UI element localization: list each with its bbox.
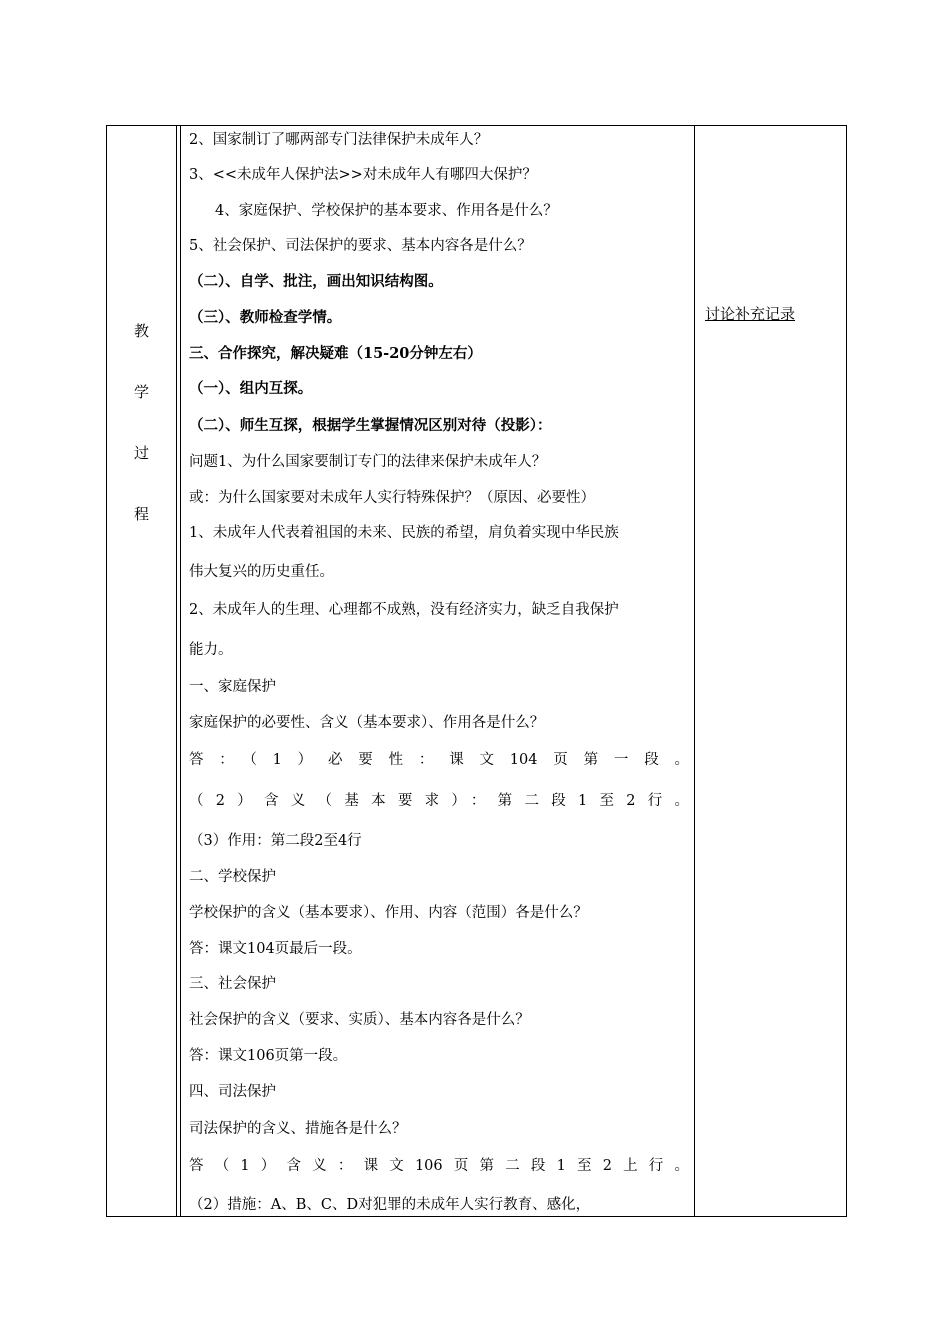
content-heading: （三）、教师检查学情。 bbox=[189, 309, 342, 326]
content-line: 答：课文106页第一段。 bbox=[189, 1048, 348, 1064]
column-divider bbox=[694, 126, 695, 1216]
content-line: 1、未成年人代表着祖国的未来、民族的希望，肩负着实现中华民族 bbox=[189, 525, 619, 541]
content-line: 或：为什么国家要对未成年人实行特殊保护？（原因、必要性） bbox=[189, 490, 595, 506]
discussion-notes-link[interactable]: 讨论补充记录 bbox=[705, 305, 796, 323]
content-line: 学校保护的含义（基本要求）、作用、内容（范围）各是什么？ bbox=[189, 905, 588, 921]
column-divider bbox=[180, 126, 181, 1216]
content-heading: （二）、自学、批注，画出知识结构图。 bbox=[189, 273, 443, 290]
content-line: 问题1、为什么国家要制订专门的法律来保护未成年人？ bbox=[189, 454, 547, 470]
content-line: 社会保护的含义（要求、实质）、基本内容各是什么？ bbox=[189, 1012, 530, 1028]
content-line: 答（1）含义：课文106页第二段1至2上行。 bbox=[189, 1158, 689, 1174]
content-heading: （二）、师生互探，根据学生掌握情况区别对待（投影）： bbox=[189, 417, 552, 434]
column-divider bbox=[176, 126, 177, 1216]
content-line: 三、社会保护 bbox=[189, 976, 276, 992]
content-line: 答：（1）必要性：课文104页第一段。 bbox=[189, 752, 689, 768]
content-line: 家庭保护的必要性、含义（基本要求）、作用各是什么？ bbox=[189, 715, 545, 731]
section-label-char: 教 bbox=[133, 322, 149, 340]
content-line: （2）含义（基本要求）：第二段1至2行。 bbox=[189, 793, 689, 809]
content-heading: （一）、组内互探。 bbox=[189, 380, 313, 397]
section-label-char: 学 bbox=[133, 383, 149, 401]
content-line: 能力。 bbox=[189, 642, 233, 658]
content-line: 一、家庭保护 bbox=[189, 679, 276, 695]
content-line: 司法保护的含义、措施各是什么？ bbox=[189, 1121, 407, 1137]
content-line: （2）措施：A、B、C、D对犯罪的未成年人实行教育、感化， bbox=[189, 1197, 591, 1213]
content-line: 答：课文104页最后一段。 bbox=[189, 941, 362, 957]
content-line: 2、未成年人的生理、心理都不成熟，没有经济实力，缺乏自我保护 bbox=[189, 602, 619, 618]
content-heading: 三、合作探究，解决疑难（15-20分钟左右） bbox=[189, 345, 482, 362]
section-label-teaching-process bbox=[107, 321, 176, 565]
content-line: 伟大复兴的历史重任。 bbox=[189, 564, 334, 580]
content-line: （3）作用：第二段2至4行 bbox=[189, 833, 362, 849]
content-line: 4、家庭保护、学校保护的基本要求、作用各是什么？ bbox=[215, 203, 558, 219]
content-line: 3、<<未成年人保护法>>对未成年人有哪四大保护？ bbox=[189, 167, 537, 183]
content-line: 四、司法保护 bbox=[189, 1084, 276, 1100]
content-line: 二、学校保护 bbox=[189, 869, 276, 885]
section-label-char: 过 bbox=[133, 444, 149, 462]
lesson-table bbox=[106, 125, 847, 1217]
section-label-char: 程 bbox=[133, 505, 149, 523]
content-line: 2、国家制订了哪两部专门法律保护未成年人？ bbox=[189, 132, 489, 148]
content-line: 5、社会保护、司法保护的要求、基本内容各是什么？ bbox=[189, 238, 532, 254]
